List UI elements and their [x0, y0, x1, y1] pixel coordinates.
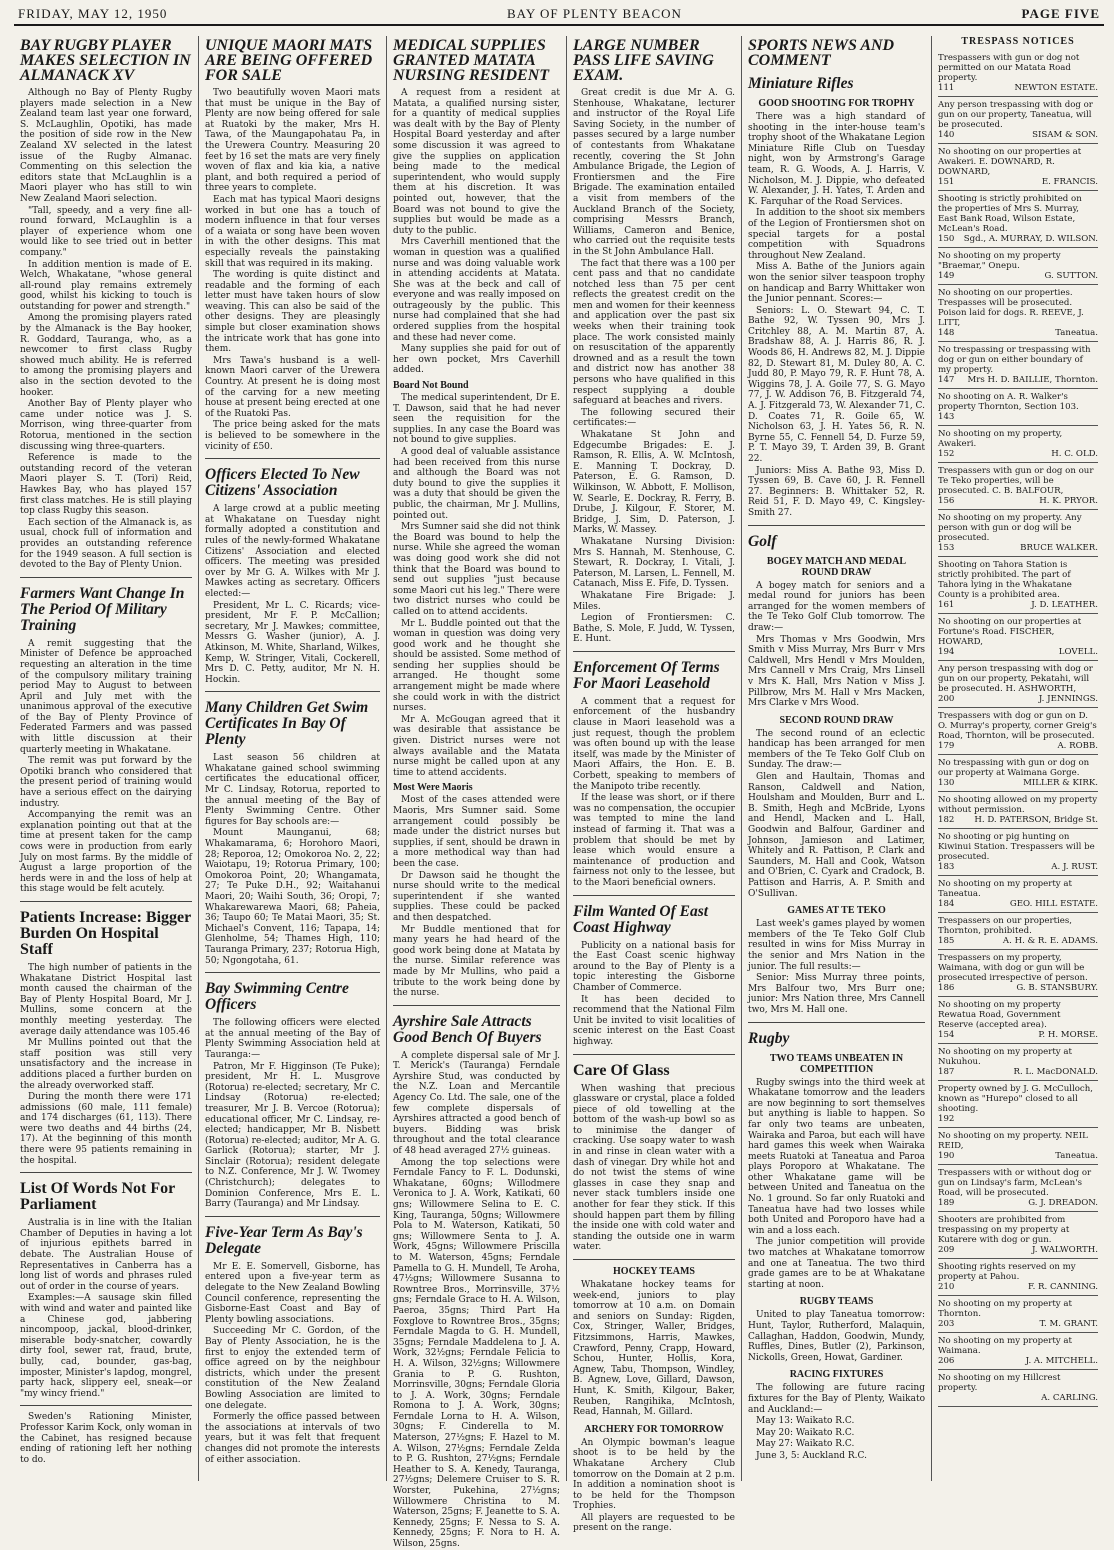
notice-number: 153: [938, 543, 955, 553]
notice-footer: [938, 496, 1098, 506]
subheading: RUGBY TEAMS: [799, 1296, 874, 1308]
notice-number: 111: [938, 83, 955, 93]
paragraph: Mr Mullins pointed out that the staff position was still very unsatisfactory and the increase in additions placed a further burden on the already overworked staff.: [20, 1038, 192, 1091]
headline: SPORTS NEWS AND COMMENT: [748, 37, 895, 69]
masthead: [14, 6, 1104, 26]
notice-number: 184: [938, 899, 955, 909]
notice-text: No shooting on my property at Nukuhou.: [938, 1047, 1072, 1067]
subheading: SECOND ROUND DRAW: [779, 714, 894, 726]
paragraph: There was a high standard of shooting in the inter-house team's trophy shoot of the Whakatane Legion Miniature Rifle Club on Tuesday night, won by Armstrong's Garage team, R. G. Woods, A. J. Harris, V. Nicholson, M. J. Dippie, who defeated W. Alexander, J. H. Yates, T. Arden and K. Farquhar of the Road Services.: [748, 112, 925, 207]
trespass-notice: [938, 1081, 1098, 1128]
trespass-notice: [938, 557, 1098, 614]
trespass-notice: [938, 50, 1098, 97]
headline: Ayrshire Sale Attracts Good Bench Of Buyers: [393, 1012, 542, 1046]
paragraph: In addition to the shoot six members of the Legion of Frontiersmen shot on special targets for a postal competition with Squadrons throughout New Zealand.: [748, 208, 925, 261]
notice-number: 161: [938, 600, 955, 610]
notice-footer: [938, 694, 1098, 704]
notice-footer: [938, 1282, 1098, 1292]
trespass-notice: [938, 97, 1098, 144]
paragraph: Legion of Frontiersmen: C. Bathe, S. Mole, F. Judd, W. Tyssen, E. Hunt.: [573, 613, 735, 645]
paragraph: If the lease was short, or if there was no compensation, the occupier was tempted to mine the land instead of farming it. That was a problem that should be met by lease which would ensure a maintenance of production and fairness not only to the lessee, but to the Maori beneficial owners.: [573, 793, 735, 888]
notice-text: No shooting on my Hillcrest property.: [938, 1373, 1061, 1393]
paragraph: Juniors: Miss A. Bathe 93, Miss D. Tyssen 69, B. Cave 60, J. R. Fennell 27. Beginners: B. Whittaker 52, R. Reid 51, F. D. Mayo 49, C. Kingsley-Smith 27.: [748, 465, 925, 518]
notice-footer: [938, 130, 1098, 140]
notice-footer: [938, 1030, 1098, 1040]
divider: [573, 1054, 735, 1055]
notice-number: 130: [938, 778, 955, 788]
trespass-notice: [938, 426, 1098, 463]
notice-number: 194: [938, 647, 955, 657]
paragraph: Reference is made to the outstanding record of the veteran Maori player S. T. (Tori) Reid, Hawkes Bay, who has played 157 first class matches. He is still playing top class Rugby this season.: [20, 453, 192, 517]
notice-footer: [938, 600, 1098, 610]
notice-signature: J. A. MITCHELL.: [1025, 1356, 1098, 1366]
paragraph: Each section of the Almanack is, as usual, chock full of information and provides an outstanding reference for the 1949 season. A full section is devoted to the Bay of Plenty Union.: [20, 517, 192, 571]
paragraph: Mrs Sumner said she did not think the Board was bound to help the nurse. While she agreed the woman was doing good work she did not think that the Board was bound to send out supplies "just because some Maori cut his leg." There were two district nurses who could be called on to attend accidents.: [393, 522, 560, 617]
paragraph: It has been decided to recommend that the National Film Unit be invited to visit localities of scenic interest on the East Coast highway.: [573, 994, 735, 1047]
notice-signature: LOVELL.: [1058, 647, 1098, 657]
notice-footer: [938, 543, 1098, 553]
trespass-notice: [938, 389, 1098, 426]
notice-text: Shooting on Tahora Station is strictly prohibited. The part of Tahora lying in the Whakatane County is a prohibited area.: [938, 560, 1072, 600]
notice-number: 190: [938, 1151, 955, 1161]
notice-signature: H. K. PRYOR.: [1039, 496, 1098, 506]
paragraph: Among the top selections were Ferndale Fancy to F. L. Dodunski, Whakatane, 60gns; Willodmere Veronica to J. A. Work, Katikati, 60 gns; Willowmere Selina to E. C. King, Tauranga, 50gns; Willowmere Pola to M. Waterson, Katikati, 50 gns; Willowmere Senta to J. A. Work, 45gns; Willowmere Priscilla to M. Waterson, 45gns; Ferndale Pamella to G. H. Mundell, Te Aroha, 47½gns; Willowmere Susanna to Rowntree Bros., Morrinsville, 37½ gns; Ferndale Grace to H. A. Wilson, Paeroa, 35gns; Third Part Ha Foxglove to Rowntree Bros., 35gns; Ferndale Magda to G. H. Mundell, 35gns; Ferndale Maddelena to J. A. Work, 32½gns; Ferndale Felicia to H. A. Wilson, 32½gns; Willowmere Grania to P. G. Rushton, Morrinsville, 30gns; Ferndale Gloria to J. A. Work, 30gns; Ferndale Romona to J. A. Work, 30gns; Ferndale Lorna to H. A. Wilson, 30gns; F. Cinderella to M. Materson, 27½gns; F. Hazel to M. A. Wilson, 27½gns; Ferndale Zelda to P. G. Rushton, 27½gns; Ferndale Heather to S. A. Kenedy, Tauranga, 27½gns; Delemere Cruiser to S. R. Worster, Pukehina, 27½gns; Willowmere Christina to M. Waterson, 25gns; F. Jeanette to S. A. Kennedy, 25gns; F. Nessa to S. A. Kennedy, 25gns; F. Nora to H. A. Wilson, 25gns.: [393, 1157, 560, 1549]
trespass-notice: [938, 285, 1098, 342]
notice-signature: GEO. HILL ESTATE.: [1009, 899, 1098, 909]
fixture-line: June 3, 5: Auckland R.C.: [756, 1450, 867, 1461]
subheading: TWO TEAMS UNBEATEN IN COMPETITION: [769, 1052, 904, 1075]
paragraph: Mrs Thomas v Mrs Goodwin, Mrs Smith v Miss Murray, Mrs Burr v Mrs Caldwell, Mrs Hendl v Mrs Moulden, Mrs Cannell v Mrs Craig, Mrs Linsell v Mrs K. Hall, Mrs Nation v Miss J. Pillbrow, Mrs M. Hall v Mrs Macken, Mrs Clarke v Mrs Wood.: [748, 634, 925, 709]
headline: Film Wanted Of East Coast Highway: [573, 902, 709, 936]
paragraph: United to play Taneatua tomorrow: Hunt, Taylor, Rutherford, Malaquin, Callaghan, Haddon, Goodwin, Mundy, Ruffles, Dines, Butler (2), Parkinson, Nickolls, Green, Howat, Gardiner.: [748, 1310, 925, 1363]
notice-footer: [938, 177, 1098, 187]
paragraph: The following officers were elected at the annual meeting of the Bay of Plenty Swimming Association held at Tauranga:—: [205, 1018, 380, 1060]
paragraph: Glen and Haultain, Thomas and Ranson, Caldwell and Nation, Houlsham and Moulden, Burr and L. B. Smith, Hegh and McBride, Lyons and Hendl, Macken and L. Hall, Goodwin and Balfour, Gardiner and Johnson, Jamieson and Latimer, Whitely and R. Pattison, P. Clark and Saunders, M. Hall and Cook, Watson and O'Brien, C. Cyark and Cradock, B. Pattison and Harris, A. P. Smith and O'Sullivan.: [748, 772, 925, 899]
notice-text: No trespassing or trespassing with dog or gun on either boundary of my property.: [938, 345, 1091, 375]
notice-signature: G. J. DREADON.: [1028, 1198, 1098, 1208]
notice-text: Trespassers with gun or dog not permitted on our Matata Road property.: [938, 53, 1080, 83]
column-3: [387, 36, 567, 1549]
issue-date: FRIDAY, MAY 12, 1950: [18, 6, 168, 21]
notice-number: 152: [938, 449, 955, 459]
notice-number: 210: [938, 1282, 955, 1292]
notice-text: No shooting on my property at Thornton.: [938, 1299, 1072, 1319]
notice-footer: [938, 412, 1098, 422]
notice-number: 185: [938, 936, 955, 946]
notice-text: No shooting on my property "Braemar," Onepu.: [938, 251, 1061, 271]
paragraph: A remit suggesting that the Minister of Defence be approached requesting an alteration in the time of the compulsory military training period May to August to between April and July met with the unanimous approval of the executive of the Bay of Plenty Province of Federated Farmers and was passed with little discussion at their quarterly meeting in Whakatane.: [20, 638, 192, 755]
divider: [20, 1172, 192, 1173]
divider: [205, 1216, 380, 1217]
notice-footer: [938, 647, 1098, 657]
notice-footer: [938, 1151, 1098, 1161]
notice-footer: [938, 83, 1098, 93]
paragraph: Most of the cases attended were Maoris, Mrs Sumner said. Some arrangement could possibly be made under the district nurses but supplies, if sent, should be drawn in a more methodical way than had been the case.: [393, 795, 560, 869]
trespass-notice: [938, 876, 1098, 913]
divider: [20, 1405, 192, 1406]
notice-text: No shooting on our properties at Fortune's Road. FISCHER, HOWARD,: [938, 617, 1082, 647]
divider: [205, 691, 380, 692]
paragraph: Examples:—A sausage skin filled with wind and water and painted like a Chinese god, jabbering nincompoop, jackal, blood-drinker, miserable body-snatcher, cowardly dirty fool, sewer rat, fraud, brute, bully, cad, bounder, gas-bag, imposter, Minister's lapdog, mongrel, party hack, slippery eel, sneak—or "my wincy friend.": [20, 1293, 192, 1399]
trespass-notice: [938, 950, 1098, 997]
notice-footer: [938, 375, 1098, 385]
paragraph: Succeeding Mr C. Gordon, of the Bay of Plenty Association, he is the first to enjoy the extended term of office agreed on by the neighbour districts, which under the present constitution of the New Zealand Bowling Association are limited to one delegate.: [205, 1326, 380, 1411]
notice-number: 147: [938, 375, 955, 385]
paragraph: Australia is in line with the Italian Chamber of Deputies in having a lot of injurious epithets barred in debate. The Australian House of Representatives in Canberra has a long list of words and phrases ruled out of order in the course of years.: [20, 1218, 192, 1292]
notice-signature: J. D. LEATHER.: [1031, 600, 1098, 610]
subheading: Most Were Maoris: [393, 782, 473, 794]
notice-footer: [938, 983, 1098, 993]
notice-signature: Mrs H. D. BAILLIE, Thornton.: [967, 375, 1098, 385]
paragraph: The junior competition will provide two matches at Whakatane tomorrow and one at Taneatua. The two third grade games are to be at Whakatane starting at noon.: [748, 1237, 925, 1290]
subheading: GOOD SHOOTING FOR TROPHY: [758, 98, 915, 109]
headline: Care Of Glass: [573, 1061, 670, 1079]
notice-signature: J. JENNINGS.: [1038, 694, 1098, 704]
notice-number: 203: [938, 1319, 955, 1329]
paragraph: Formerly the office passed between the associations at intervals of two years, but it was felt that frequent changes did not promote the interests of either association.: [205, 1412, 380, 1465]
paragraph: Whakatane Fire Brigade: J. Miles.: [573, 590, 735, 612]
paragraph: Mrs Caverhill mentioned that the woman in question was a qualified nurse and was doing valuable work in attending accidents at Matata. She was at the beck and call of everyone and was really imposed on outrageously by the public. This nurse had complained that she had ordered supplies from the hospital and these had never come.: [393, 237, 560, 343]
notice-number: 200: [938, 694, 955, 704]
paragraph: When washing that precious glassware or crystal, place a folded piece of old towelling at the bottom of the wash-up bowl so as to minimise the danger of cracking. Use soapy water to wash in and rinse in clean water with a dash of vinegar. Dry while hot and do not twist the stems of wine glasses in case they snap and never stack tumblers inside one another for fear they stick. If this should happen part them by filling the inside one with cold water and standing the outside one in warm water.: [573, 1083, 735, 1253]
fixture-line: May 13: Waikato R.C.: [756, 1416, 855, 1427]
notice-footer: [938, 936, 1098, 946]
notice-text: Trespassers with dog or gun on D. O. Murray's property, corner Greig's Road, Thornton, will be prosecuted.: [938, 711, 1097, 741]
notice-number: 151: [938, 177, 955, 187]
notice-text: Shooters are prohibited from trespassing on my property at Kutarere with dog or gun.: [938, 1215, 1070, 1245]
notice-signature: H. C. OLD.: [1051, 449, 1098, 459]
paragraph: Rugby swings into the third week at Whakatane tomorrow and the leaders are now beginning to sort themselves but anything is liable to happen. So far only two teams are unbeaten, Wairaka and Paroa, but each will have hard games this week when Wairaka meets Ruatoki at Taneatua and Paroa plays Poroporo at Whakatane. The other Whakatane game will be between United and Taneatua on the No. 1 ground. So far only Ruatoki and Taneatua have had two losses while both United and Poroporo have had a win and a loss each.: [748, 1077, 925, 1236]
paragraph: The price being asked for the mats is believed to be somewhere in the vicinity of £50.: [205, 420, 380, 452]
headline: Patients Increase: Bigger Burden On Hospital Staff: [20, 908, 191, 958]
paragraph: President, Mr L. C. Ricards; vice-president, Mr F. P. McCallion; secretary, Mr J. Mawkes; committee, Messrs G. Washer (junior), A. J. Atkinson, M. White, Sharland, Wilkes, Kemp, W. Stringer, Vitali, Cockerell, Mrs D. C. Petty, auditor, Mr N. H. Hockin.: [205, 600, 380, 685]
paragraph: Each mat has typical Maori designs worked in but one has a touch of modern influence in that four verses of a waiata or song have been woven in with the other designs. This mat especially reveals the painstaking skill that was required in its making.: [205, 194, 380, 269]
notice-signature: BRUCE WALKER.: [1020, 543, 1098, 553]
notice-footer: [938, 741, 1098, 751]
trespass-notice: [938, 1212, 1098, 1259]
paragraph: A bogey match for seniors and a medal round for juniors has been arranged for the women members of the Te Teko Golf Club tomorrow. The draw:—: [748, 580, 925, 633]
notices-heading: TRESPASS NOTICES: [961, 36, 1075, 47]
trespass-notice: [938, 1370, 1098, 1407]
trespass-notice: [938, 708, 1098, 755]
paragraph: A comment that a request for enforcement of the husbandry clause in Maori leasehold was a just request, though the problem was often bound up with the lease itself, was made by the Minister of Maori Affairs, the Hon. E. B. Corbett, speaking to members of the Manipoto tribe recently.: [573, 696, 735, 792]
paragraph: Mr E. E. Somervell, Gisborne, has entered upon a five-year term as delegate to the New Zealand Bowling Council conference, representing the Gisborne-East Coast and Bay of Plenty bowling associations.: [205, 1261, 380, 1325]
subheading: Board Not Bound: [393, 380, 469, 392]
notice-signature: Taneatua.: [1055, 1151, 1098, 1161]
notices-list: [938, 50, 1098, 1407]
notice-footer: [938, 1393, 1098, 1403]
headline: Many Children Get Swim Certificates In Bay Of Plenty: [205, 699, 369, 749]
notice-text: No shooting allowed on my property without permission.: [938, 795, 1098, 815]
headline: Officers Elected To New Citizens' Association: [205, 466, 360, 500]
headline: Five-Year Term As Bay's Delegate: [205, 1223, 363, 1257]
paragraph: The remit was put forward by the Opotiki branch who considered that the present period of training would have a serious effect on the dairying industry.: [20, 756, 192, 809]
notice-text: Trespassers with gun or dog on our Te Teko properties, will be prosecuted. C. B. BALFOUR,: [938, 466, 1094, 496]
notice-number: 140: [938, 130, 955, 140]
notice-footer: [938, 271, 1098, 281]
paragraph: Great credit is due Mr A. G. Stenhouse, Whakatane, lecturer and instructor of the Royal Life Saving Society, in the number of passes secured by a large number of contestants from Whakatane recently, covering the St John Ambulance Brigade, the Legion of Frontiersmen and the Fire Brigade. The examination entailed a visit from members of the Auckland Branch of the Society, comprising Messrs Branch, Williams, Cameron and Benice, who carried out the requisite tests in the St John Ambulance Hall.: [573, 88, 735, 257]
subheading: BOGEY MATCH AND MEDAL ROUND DRAW: [766, 555, 907, 578]
column-4: [567, 36, 742, 1534]
notice-footer: [938, 1114, 1098, 1124]
trespass-notice: [938, 144, 1098, 191]
paragraph: Another Bay of Plenty player who came under notice was J. S. Morrison, wing three-quarter from Rotorua, mentioned in the section discussing wing three-quarters.: [20, 399, 192, 452]
paragraph: Whakatane St John and Edgecumbe Brigades: E. J. Ramson, R. Ellis, A. W. McIntosh, E. Manning T. Dockray, D. Paterson, E. G. Ramson, D. Wilkinson, W. Abbott, F. Mollison, W. Searle, E. Dockray, R. Ferry, B. Drube, J. Kilgour, F. Storer, M. Bridge, J. Sim, D. Paterson, J. Marks, W. Massey.: [573, 430, 735, 536]
trespass-notice: [938, 829, 1098, 876]
notice-text: Any person trespassing with dog or gun on our property, Pekatahi, will be prosecuted. H. ASHWORTH,: [938, 664, 1093, 694]
page-number: PAGE FIVE: [1021, 6, 1100, 21]
notice-text: Property owned by J. G. McCulloch, known as "Hurepo" closed to all shooting.: [938, 1084, 1094, 1114]
notice-signature: H. D. PATERSON, Bridge St.: [974, 815, 1098, 825]
paragraph: The medical superintendent, Dr E. T. Dawson, said that he had never seen the requisition for the supplies. In any case the Board was not bound to give supplies.: [393, 393, 560, 446]
notice-footer: [938, 862, 1098, 872]
paragraph: Mr Buddle mentioned that for many years he had heard of the good work being done at Matata by the nurse. Similar reference was made by Mr Mullins, who paid a tribute to the work being done by the nurse.: [393, 924, 560, 999]
notice-footer: [938, 234, 1098, 244]
notice-signature: F. R. CANNING.: [1027, 1282, 1098, 1292]
divider: [205, 458, 380, 459]
notice-text: No shooting on our properties at Awakeri. E. DOWNARD, R. DOWNARD,: [938, 147, 1082, 177]
divider: [205, 972, 380, 973]
notice-text: No shooting on A. R. Walker's property Thornton, Section 103.: [938, 392, 1079, 412]
paragraph: Miss A. Bathe of the Juniors again won the senior silver teaspoon trophy on handicap and Barry Whittaker won the Junior pennant. Scores:—: [748, 262, 925, 305]
notice-number: 143: [938, 412, 955, 422]
paragraph: During the month there were 171 admissions (60 male, 111 female) and 174 discharges (61, 113). There were two deaths and 44 births (24, 17). At the beginning of this month there were 95 patients remaining in the hospital.: [20, 1092, 192, 1166]
notice-signature: A. ROBB.: [1057, 741, 1098, 751]
headline: MEDICAL SUPPLIES GRANTED MATATA NURSING RESIDENT: [393, 37, 550, 84]
paragraph: The second round of an eclectic handicap has been arranged for men members of the Te Teko Golf Club on Sunday. The draw:—: [748, 728, 925, 771]
paragraph: Last season 56 children at Whakatane gained school swimming certificates the educational officer, Mr C. Lindsay, Rotorua, reported to the annual meeting of the Bay of Plenty Swimming Centre. Other figures for Bay schools are:—: [205, 753, 380, 827]
notice-signature: G. B. STANSBURY.: [1016, 983, 1098, 993]
notice-signature: Sgd., A. MURRAY, D. WILSON.: [963, 234, 1098, 244]
notice-signature: A. H. & R. E. ADAMS.: [1002, 936, 1098, 946]
headline: BAY RUGBY PLAYER MAKES SELECTION IN ALMANACK XV: [20, 37, 191, 84]
notice-text: Shooting is strictly prohibited on the properties of Mrs S. Murray, East Bank Road, Wilson Estate, McLean's Road.: [938, 194, 1082, 234]
trespass-notice: [938, 997, 1098, 1044]
divider: [20, 901, 192, 902]
notice-footer: [938, 328, 1098, 338]
paragraph: Accompanying the remit was an explanation pointing out that at the time at present taken for the camp cows were in production from early July on most farms. By the middle of August a large proportion of the herds were in and the loss of help at this stage would be felt acutely.: [20, 810, 192, 895]
paragraph: Many supplies she paid for out of her own pocket, Mrs Caverhill added.: [393, 344, 560, 376]
trespass-notice: [938, 342, 1098, 389]
paragraph: The following are future racing fixtures for the Bay of Plenty, Waikato and Auckland:—: [748, 1383, 925, 1415]
notice-footer: [938, 1245, 1098, 1255]
notice-number: 149: [938, 271, 955, 281]
notice-signature: NEWTON ESTATE.: [1014, 83, 1098, 93]
trespass-notice: [938, 913, 1098, 950]
fixture-line: May 20: Waikato R.C.: [756, 1427, 855, 1438]
notice-number: 189: [938, 1198, 955, 1208]
trespass-notice: [938, 1044, 1098, 1081]
notice-signature: R. L. MacDONALD.: [1013, 1067, 1098, 1077]
columns: [14, 36, 1104, 1549]
headline: LARGE NUMBER PASS LIFE SAVING EXAM.: [573, 37, 714, 84]
notice-text: No shooting on my property at Taneatua.: [938, 879, 1072, 899]
paragraph: A good deal of valuable assistance had been received from this nurse and although the Board was not duty bound to give the supplies it was a duty that should be given the public, the chairman, Mr J. Mullins, pointed out.: [393, 447, 560, 521]
notice-number: 156: [938, 496, 955, 506]
notice-footer: [938, 449, 1098, 459]
paragraph: Seniors: L. O. Stewart 94, C. T. Bathe 92, W. Tyssen 90, Mrs J. Critchley 88, A. M. Martin 87, A. Bradshaw 88, A. J. Harris 86, R. J. Woods 86, H. Andrews 82, M. J. Dippie 82, D. Stewart 81, M. Duley 80, A. C. Judd 80, P. Mayo 79, R. F. Hunt 78, A. Wiggins 78, J. A. Goile 77, S. G. Mayo 77, J. W. Addison 76, B. Fitzgerald 74, A. J. Fitzgerald 73, W. Alexander 71, C. D. Coates 71, R. Goile 65, W. Nicholson 63, J. H. Yates 56, R. N. Byrne 55, C. Fennell 54, D. Furze 59, P. T. Mayo 39, T. Arden 39, B. Grant 22.: [748, 305, 925, 464]
trespass-notice: [938, 661, 1098, 708]
divider: [393, 1005, 560, 1006]
notice-footer: [938, 1356, 1098, 1366]
paragraph: The fact that there was a 100 per cent pass and that no candidate notched less than 75 per cent reflects the greatest credit on the men and women for their keenness and application over the past six weeks when their training took place. The work consisted mainly on resuscitation of the apparently drowned and as a result the town and district now has another 38 persons who have qualified in this respect supplying a double safeguard at beaches and rivers.: [573, 258, 735, 407]
notice-signature: J. WALWORTH.: [1032, 1245, 1098, 1255]
notice-signature: E. FRANCIS.: [1041, 177, 1098, 187]
divider: [748, 525, 925, 526]
paragraph: An Olympic bowman's league shoot is to be held by the Whakatane Archery Club tomorrow on the Domain at 2 p.m. In addition a nomination shoot is to be held for the Thompson Trophies.: [573, 1437, 735, 1512]
paragraph: Mr A. McGougan agreed that it was desirable that assistance be given. District nurses were not always available and the Matata nurse might be called upon at any time to attend accidents.: [393, 714, 560, 778]
paragraph: Mrs Tawa's husband is a well-known Maori carver of the Urewera Country. At present he is doing most of the carving for a new meeting house at present being erected at one of the Ruatoki Pas.: [205, 355, 380, 419]
notice-text: No shooting or pig hunting on Kiwinui Station. Trespassers will be prosecuted.: [938, 832, 1095, 862]
trespass-notice: [938, 463, 1098, 510]
trespass-notice: [938, 510, 1098, 557]
paper-name: BAY OF PLENTY BEACON: [507, 6, 682, 21]
notice-text: Trespassers on our properties, Thornton, prohibited.: [938, 916, 1073, 936]
notice-number: 206: [938, 1356, 955, 1366]
headline: Golf: [748, 532, 777, 550]
notice-text: No shooting on my property Rewatua Road, Government Reserve (accepted area).: [938, 1000, 1061, 1030]
paragraph: In addition mention is made of E. Welch, Whakatane, "whose general all-round play remains extremely good, whilst his kicking to touch is outstanding for power and strength.": [20, 259, 192, 312]
paragraph: Last week's games played by women members of the Te Teko Golf Club resulted in wins for Miss Murray in the senior and Mrs Nation in the junior. The full results:—: [748, 919, 925, 972]
fixture-line: May 27: Waikato R.C.: [756, 1439, 855, 1450]
notice-signature: MILLER & KIRK.: [1023, 778, 1098, 788]
notice-signature: T. M. GRANT.: [1039, 1319, 1098, 1329]
notice-text: Any person trespassing with dog or gun on our property, Taneatua, will be prosecuted.: [938, 100, 1093, 130]
notice-signature: P. H. MORSE.: [1038, 1030, 1098, 1040]
headline: Bay Swimming Centre Officers: [205, 980, 349, 1014]
notice-number: 154: [938, 1030, 955, 1040]
paragraph: The wording is quite distinct and readable and the forming of each letter must have taken hours of slow weaving. This can also be said of the other designs. They are pleasingly simple but closer examination shows the intricate work that has gone into them.: [205, 270, 380, 355]
paragraph: Senior: Miss Murray three points, Mrs Balfour two, Mrs Burr one; junior: Mrs Nation three, Mrs Cannell two, Mrs M. Hall one.: [748, 973, 925, 1015]
column-1: [14, 36, 199, 1481]
notice-text: No trespassing with gun or dog on our property at Waimana Gorge.: [938, 758, 1090, 778]
paragraph: The high number of patients in the Whakatane District Hospital last month caused the chairman of the Bay of Plenty Hospital Board, Mr J. Mullins, some concern at the monthly meeting yesterday. The average daily attendance was 105.46: [20, 962, 192, 1037]
headline: UNIQUE MAORI MATS ARE BEING OFFERED FOR SALE: [205, 37, 373, 84]
paragraph: Dr Dawson said he thought the nurse should write to the medical superintendent if she wanted supplies. These could be packed and then despatched.: [393, 870, 560, 923]
trespass-notice: [938, 1165, 1098, 1212]
notice-number: 182: [938, 815, 955, 825]
paragraph: The following secured their certificates:—: [573, 407, 735, 429]
notice-footer: [938, 815, 1098, 825]
headline: Farmers Want Change In The Period Of Military Training: [20, 584, 185, 634]
paragraph: A request from a resident at Matata, a qualified nursing sister, for a quantity of medical supplies was dealt with by the Bay of Plenty Hospital Board yesterday and after some discussion it was agreed to give the supplies on application being made to the medical superintendent, who would supply them at his discretion. It was pointed out, however, that the Board was not bound to give the supplies but would be made as a duty to the public.: [393, 88, 560, 236]
paragraph: Among the promising players rated by the Almanack is the Bay hooker, R. Goddard, Tauranga, who, as a newcomer to first class Rugby showed much ability. He is referred to among the promising players and also in the section devoted to the hooker.: [20, 313, 192, 398]
trespass-notice: [938, 1259, 1098, 1296]
notice-number: 192: [938, 1114, 955, 1124]
paragraph: Sweden's Rationing Minister, Professor Karim Kock, only woman in the Cabinet, has resigned because ending of rationing left her nothing to do.: [20, 1412, 192, 1465]
trespass-notice: [938, 1128, 1098, 1165]
paragraph: Mount Maunganui, 68; Whakamarama, 6; Horohoro Maori, 28; Reporoa, 12; Omokoroa No. 2, 22; Waiotapu, 19; Rotorua Primary, 100; Omokoroa Point, 20; Whangamata, 27; Te Puke D.H., 92; Waitahanui Maori, 20; Waihi South, 36; Oropi, 7; Whakarewarewa Maori, 68; Paheia, 36; Taupo 60; Te Matai Maori, 35; St. Michael's Convent, 116; Tapapa, 14; Glenholme, 54; Thames High, 110; Tauranga Primary, 237; Rotorua High, 50; Ngongotaha, 61.: [205, 828, 380, 966]
notice-number: 186: [938, 983, 955, 993]
subheading: RACING FIXTURES: [789, 1369, 884, 1381]
trespass-notice: [938, 1296, 1098, 1333]
notice-footer: [938, 899, 1098, 909]
notice-footer: [938, 778, 1098, 788]
notice-number: 209: [938, 1245, 955, 1255]
trespass-notice: [938, 191, 1098, 248]
notice-number: 183: [938, 862, 955, 872]
notice-text: Trespassers on my property, Waimana, with dog or gun will be prosecuted irrespective of person.: [938, 953, 1088, 983]
divider: [20, 577, 192, 578]
column-5: [742, 36, 932, 1481]
headline: Miniature Rifles: [748, 75, 854, 92]
paragraph: Whakatane Nursing Division: Mrs S. Hannah, M. Stenhouse, C. Stewart, R. Dockray, I. Vitali, J. Paterson, M. Larsen, L. Fennell, M. Catanach, Miss E. Fife, D. Tyssen.: [573, 536, 735, 590]
trespass-notice: [938, 792, 1098, 829]
paragraph: A large crowd at a public meeting at Whakatane on Tuesday night formally adopted a constitution and rules of the newly-formed Whakatane Citizens' Association and elected officers. The meeting was presided over by Mr G. A. Wilkes with Mr J. Mawkes acting as secretary. Officers elected:—: [205, 504, 380, 599]
trespass-notice: [938, 248, 1098, 285]
headline: Rugby: [748, 1029, 790, 1047]
paragraph: "Tall, speedy, and a very fine all-round forward, McLaughlin is a player of experience whom one would like to see tried out in better company.": [20, 205, 192, 258]
notice-text: No shooting on my property at Waimana.: [938, 1336, 1072, 1356]
trespass-notice: [938, 1333, 1098, 1370]
notice-footer: [938, 1067, 1098, 1077]
paragraph: Although no Bay of Plenty Rugby players made selection in a New Zealand team last year one forward, S. McLaughlin, Opotiki, has made the position of side row in the New Zealand XV selected in the latest issue of the Rugby Almanac. Commenting on this selection the editors state that McLaughlin is a Maori player who has still to win New Zealand Maori selection.: [20, 88, 192, 204]
notice-signature: G. SUTTON.: [1044, 271, 1098, 281]
notice-signature: Taneatua.: [1055, 328, 1098, 338]
trespass-notice: [938, 755, 1098, 792]
column-2: [199, 36, 387, 1481]
notice-signature: A. J. RUST.: [1051, 862, 1098, 872]
notice-text: Trespassers with or without dog or gun on Lindsay's farm, McLean's Road, will be prosecuted.: [938, 1168, 1092, 1198]
divider: [573, 895, 735, 896]
notice-text: No shooting on my property, Awakeri.: [938, 429, 1063, 449]
notice-text: No shooting on our properties. Trespasses will be prosecuted. Poison laid for dogs. R. REEVE, J. LITT,: [938, 288, 1084, 328]
divider: [748, 1022, 925, 1023]
notice-text: Shooting rights reserved on my property at Pahou.: [938, 1262, 1076, 1282]
divider: [573, 1259, 735, 1260]
divider: [573, 651, 735, 652]
subheading: ARCHERY FOR TOMORROW: [584, 1423, 724, 1435]
paragraph: Mr L. Buddle pointed out that the woman in question was doing very good work and he thought she should be assisted. Some method of sending her supplies should be arranged. He thought some arrangement might be made where she could work in with the district nurses.: [393, 618, 560, 714]
headline: List Of Words Not For Parliament: [20, 1180, 175, 1214]
notice-footer: [938, 1198, 1098, 1208]
paragraph: A complete dispersal sale of Mr J. T. Merick's (Tauranga) Ferndale Ayrshire Stud, was conducted by the N.Z. Loan and Mercantile Agency Co. Ltd. The sale, one of the few complete dispersals of Ayrshires attracted a good bench of buyers. Bidding was brisk throughout and the total clearance of 48 head averaged 27½ guineas.: [393, 1050, 560, 1157]
paragraph: Patron, Mr F. Higginson (Te Puke); president, Mr H. L. Musgrove (Rotorua) re-elected; secretary, Mr C. Lindsay (Rotorua) re-elected; treasurer, Mr J. B. Vercoe (Rotorua); educational officer, Mr C. Lindsay, re-elected; handicapper, Mr B. Nisbett (Rotorua) re-elected; auditor, Mr A. G. Garlick (Rotorua); starter, Mr J. Sinclair (Rotorua); resident delegate to N.Z. Conference, Mr J. W. Twomey (Christchurch); delegates to Dominion Conference, Mrs E. L. Barry (Tauranga) and Mr Lindsay.: [205, 1061, 380, 1210]
notice-footer: [938, 1319, 1098, 1329]
notice-text: No shooting on my property. Any person with gun or dog will be prosecuted.: [938, 513, 1082, 543]
headline: Enforcement Of Terms For Maori Leasehold: [573, 658, 720, 692]
notice-signature: SISAM & SON.: [1032, 130, 1098, 140]
notice-number: 150: [938, 234, 955, 244]
notice-number: 148: [938, 328, 955, 338]
paragraph: Two beautifully woven Maori mats that must be unique in the Bay of Plenty are now being offered for sale at Ruatoki by the maker, Mrs H. Tawa, of the Maungapohatau Pa, in the Urewera Country. Measuring 20 feet by 16 set the mats are very finely woven of flax and kia kia, a native plant, and both required a period of three years to complete.: [205, 88, 380, 194]
subheading: HOCKEY TEAMS: [613, 1266, 695, 1277]
subheading: GAMES AT TE TEKO: [787, 905, 886, 917]
notice-text: No shooting on my property. NEIL REID,: [938, 1131, 1088, 1151]
paragraph: Whakatane hockey teams for week-end, juniors to play tomorrow at 10 a.m. on Domain and seniors on Sunday: Rigden, Cox, Stringer, Waller, Bridges, Fitzsimmons, Harris, Mawkes, Crawford, Penny, Crapp, Howard, Schou, Hunter, Hollis, Kora, Agnew, Tabu, Thompson, Windley, B. Agnew, Love, Gillard, Dawson, Hunt, K. Smith, Kilgour, Baker, Reuben, Rangihika, McIntosh, Read, Hannah, M. Gillard.: [573, 1280, 735, 1418]
column-6-trespass-notices: [932, 36, 1104, 1481]
notice-signature: A. CARLING.: [1041, 1393, 1098, 1403]
paragraph: Publicity on a national basis for the East Coast scenic highway around to the Bay of Plenty is a topic interesting the Gisborne Chamber of Commerce.: [573, 940, 735, 993]
trespass-notice: [938, 614, 1098, 661]
notice-number: 187: [938, 1067, 955, 1077]
notice-number: 179: [938, 741, 955, 751]
paragraph: All players are requested to be present on the range.: [573, 1512, 735, 1534]
